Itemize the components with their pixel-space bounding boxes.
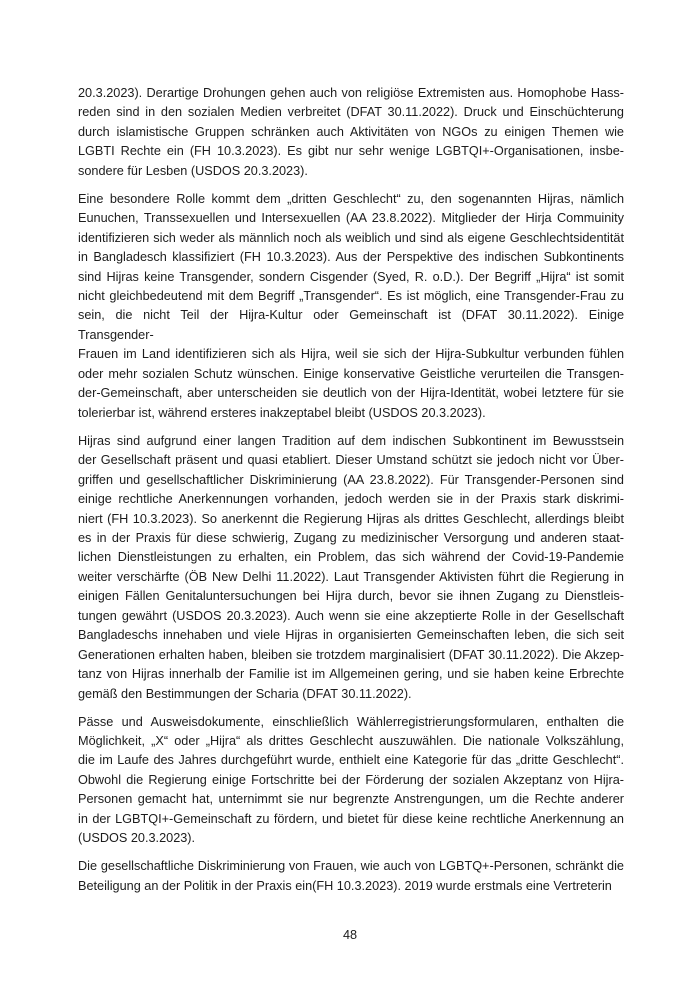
text-line: nicht gleichbedeutend mit dem Begriff „Transgender“. Es ist möglich, eine Transgender-Frau zu [78, 289, 624, 304]
text-line: Beteiligung an der Politik in der Praxis ein(FH 10.3.2023). 2019 wurde erstmals eine Vertreterin [78, 878, 612, 893]
text-line: identifizieren sich weder als männlich noch als weiblich und sind als eigene Geschlechtsidentität [78, 230, 624, 245]
text-line: niert (FH 10.3.2023). So anerkennt die Regierung Hijras als drittes Geschlecht, allerdings bleibt [78, 511, 624, 526]
text-line: weiter verschärfte (ÖB New Delhi 11.2022). Laut Transgender Aktivisten führt die Regierung in [78, 569, 624, 584]
text-line: Hijras sind aufgrund einer langen Tradition auf dem indischen Subkontinent im Bewusstsein [78, 433, 624, 448]
text-line: tolerierbar ist, während ersteres inakzeptabel bleibt (USDOS 20.3.2023). [78, 405, 486, 420]
text-line: Obwohl die Regierung einige Fortschritte bei der Förderung der sozialen Akzeptanz von Hijra- [78, 772, 624, 787]
text-line: Die gesellschaftliche Diskriminierung von Frauen, wie auch von LGBTQ+-Personen, schränkt die [78, 859, 624, 874]
text-line: LGBTI Rechte ein (FH 10.3.2023). Es gibt nur sehr wenige LGBTQI+-Organisationen, insbe- [78, 144, 624, 159]
text-block [78, 84, 624, 905]
text-line: gemäß den Bestimmungen der Scharia (DFAT 30.11.2022). [78, 686, 412, 701]
text-line: oder mehr sozialen Schutz wünschen. Einige konservative Geistliche verurteilen die Transgen- [78, 366, 624, 381]
text-line: der Gesellschaft präsent und quasi etabliert. Dieser Umstand schützt sie jedoch nicht vor Über- [78, 453, 624, 468]
text-line: in Bangladesch klassifiziert (FH 10.3.2023). Aus der Perspektive des indischen Subkontinents [78, 250, 624, 265]
paragraph [78, 84, 624, 181]
text-line: in der LGBTQI+-Gemeinschaft zu fördern, und bietet für diese keine rechtliche Anerkennung an [78, 811, 624, 826]
text-line: es in der Praxis für diese schwierig, Zugang zu medizinischer Versorgung und anderen staat- [78, 530, 624, 545]
text-line: (USDOS 20.3.2023). [78, 831, 196, 846]
text-line: Eine besondere Rolle kommt dem „dritten Geschlecht“ zu, den sogenannten Hijras, nämlich [78, 191, 624, 206]
text-line: lichen Dienstleistungen zu erhalten, ein Problem, das sich während der Covid-19-Pandemie [78, 550, 624, 565]
text-line: Bangladeschs innehaben und viele Hijras in organisierten Gemeinschaften leben, die sich seit [78, 628, 624, 643]
text-line: reden sind in den sozialen Medien verbreitet (DFAT 30.11.2022). Druck und Einschüchterung [78, 105, 624, 120]
text-line: einige rechtliche Anerkennungen vorhanden, jedoch werden sie in der Praxis stark diskrimi- [78, 492, 624, 507]
text-line: einigen Fällen Genitaluntersuchungen bei Hijra durch, bevor sie ihnen Zugang zu Dienstleis- [78, 589, 624, 604]
paragraph [78, 857, 624, 896]
text-line: Eunuchen, Transsexuellen und Intersexuellen (AA 23.8.2022). Mitglieder der Hirja Commuinity [78, 211, 624, 226]
text-line: Personen gemacht hat, unternimmt sie nur begrenzte Anstrengungen, um die Rechte anderer [78, 792, 624, 807]
text-line: Frauen im Land identifizieren sich als Hijra, weil sie sich der Hijra-Subkultur verbunden fühlen [78, 347, 624, 362]
text-line: Möglichkeit, „X“ oder „Hijra“ als drittes Geschlecht auszuwählen. Die nationale Volkszählung, [78, 734, 624, 748]
text-line: der-Gemeinschaft, aber unterscheiden sie deutlich von der Hijra-Identität, wobei letztere für sie [78, 386, 624, 401]
text-line: sein, die nicht Teil der Hijra-Kultur oder Gemeinschaft ist (DFAT 30.11.2022). Einige Transgender- [78, 308, 624, 342]
text-line: tanz von Hijras innerhalb der Familie ist im Allgemeinen gering, und sie haben keine Erbrechte [78, 667, 624, 682]
paragraph [78, 432, 624, 704]
text-line: die im Laufe des Jahres durchgeführt wurde, enthielt eine Kategorie für das „dritte Geschlecht“. [78, 753, 624, 768]
text-line: sind Hijras keine Transgender, sondern Cisgender (Syed, R. o.D.). Der Begriff „Hijra“ ist somit [78, 269, 624, 284]
paragraph [78, 713, 624, 849]
page-number: 48 [342, 928, 358, 942]
text-line: durch islamistische Gruppen schränken auch Aktivitäten von NGOs zu einigen Themen wie [78, 124, 624, 139]
text-line: Pässe und Ausweisdokumente, einschließlich Wählerregistrierungsformularen, enthalten die [78, 714, 624, 729]
text-line: sondere für Lesben (USDOS 20.3.2023). [78, 163, 308, 178]
text-line: griffen und gesellschaftlicher Diskriminierung (AA 23.8.2022). Für Transgender-Personen sind [78, 472, 624, 487]
text-line: Generationen erhalten haben, bleiben sie trotzdem marginalisiert (DFAT 30.11.2022). Die Akzep- [78, 647, 624, 662]
text-line: 20.3.2023). Derartige Drohungen gehen auch von religiöse Extremisten aus. Homophobe Hass- [78, 86, 624, 100]
paragraph [78, 190, 624, 423]
text-line: tungen gewährt (USDOS 20.3.2023). Auch wenn sie eine akzeptierte Rolle in der Gesellschaft [78, 608, 624, 623]
